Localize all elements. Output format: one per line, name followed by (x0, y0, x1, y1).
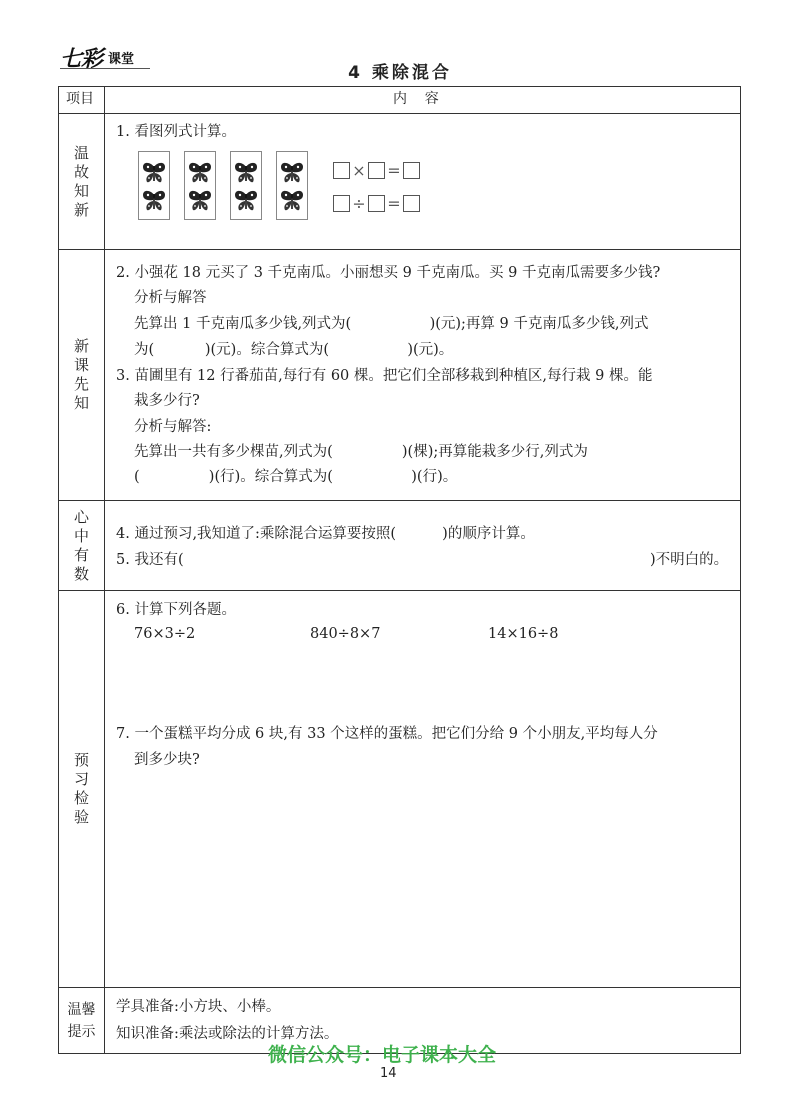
q7-line-1: 7. 一个蛋糕平均分成 6 块,有 33 个这样的蛋糕。把它们分给 9 个小朋友,平均每人分 (116, 726, 658, 742)
answer-box[interactable] (403, 195, 420, 212)
q5-end: )不明白的。 (650, 552, 729, 568)
multiply-sign: × (352, 161, 366, 180)
answer-box[interactable] (333, 195, 350, 212)
butterfly-icon (234, 162, 258, 184)
butterfly-icon (280, 190, 304, 212)
butterfly-card-2 (184, 151, 216, 220)
section-label-new: 新 课 先 知 (73, 337, 89, 412)
column-divider (104, 86, 105, 1054)
q5-text: 5. 我还有( (116, 552, 184, 568)
q7-line-2: 到多少块? (134, 752, 200, 768)
q2-line-3: 先算出 1 千克南瓜多少钱,列式为( )(元);再算 9 千克南瓜多少钱,列式 (134, 316, 649, 332)
section-label-mind: 心 中 有 数 (73, 507, 89, 583)
butterfly-icon (234, 190, 258, 212)
q3-line-4: 先算出一共有多少棵苗,列式为( )(棵);再算能栽多少行,列式为 (134, 444, 588, 460)
equation-multiply (333, 160, 420, 180)
butterfly-icon (142, 190, 166, 212)
equals-sign: = (387, 194, 401, 213)
watermark-text: 微信公众号：电子课本大全 (268, 1044, 497, 1066)
logo-main-text: 七彩 (60, 46, 103, 72)
row-divider-review (58, 249, 741, 250)
q6-item-3: 14×16÷8 (488, 626, 559, 642)
header-content: 内 容 (393, 91, 439, 107)
answer-box[interactable] (403, 162, 420, 179)
butterfly-card-3 (230, 151, 262, 220)
page-title: 4 乘除混合 (348, 63, 452, 83)
butterfly-icon (142, 162, 166, 184)
row-divider-new (58, 500, 741, 501)
q3-line-1: 3. 苗圃里有 12 行番茄苗,每行有 60 棵。把它们全部移栽到种植区,每行栽 9 棵。能 (116, 368, 653, 384)
row-divider-check (58, 987, 741, 988)
equation-divide (333, 193, 420, 213)
header-item: 项目 (66, 91, 94, 107)
section-label-check: 预 习 检 验 (73, 751, 89, 826)
q6-item-1: 76×3÷2 (134, 626, 196, 642)
divide-sign: ÷ (352, 194, 366, 213)
q3-line-2: 栽多少行? (134, 393, 200, 409)
butterfly-card-1 (138, 151, 170, 220)
answer-box[interactable] (368, 195, 385, 212)
equals-sign: = (387, 161, 401, 180)
q2-line-1: 2. 小强花 18 元买了 3 千克南瓜。小丽想买 9 千克南瓜。买 9 千克南瓜需要多少钱? (116, 265, 661, 281)
q3-line-5: ( )(行)。综合算式为( )(行)。 (134, 469, 458, 485)
row-divider-header (58, 113, 741, 114)
butterfly-icon (188, 190, 212, 212)
butterfly-icon (280, 162, 304, 184)
butterfly-icon (188, 162, 212, 184)
worksheet-table (58, 86, 741, 1054)
answer-box[interactable] (333, 162, 350, 179)
section-label-review: 温 故 知 新 (73, 143, 89, 219)
butterfly-card-4 (276, 151, 308, 220)
page-number: 14 (380, 1066, 397, 1081)
q6-text: 6. 计算下列各题。 (116, 602, 236, 618)
q2-line-4: 为( )(元)。综合算式为( )(元)。 (134, 342, 454, 358)
answer-box[interactable] (368, 162, 385, 179)
q3-line-3: 分析与解答: (134, 419, 212, 435)
q6-item-2: 840÷8×7 (310, 626, 381, 642)
q2-line-2: 分析与解答 (134, 290, 207, 306)
q1-text: 1. 看图列式计算。 (116, 124, 236, 140)
tips-line-2: 知识准备:乘法或除法的计算方法。 (116, 1026, 339, 1042)
tips-line-1: 学具准备:小方块、小棒。 (116, 999, 281, 1015)
row-divider-mind (58, 590, 741, 591)
q4-text: 4. 通过预习,我知道了:乘除混合运算要按照( )的顺序计算。 (116, 526, 535, 542)
logo-sub-text: 课堂 (108, 52, 135, 67)
section-label-tips: 温馨 提示 (67, 1002, 96, 1040)
